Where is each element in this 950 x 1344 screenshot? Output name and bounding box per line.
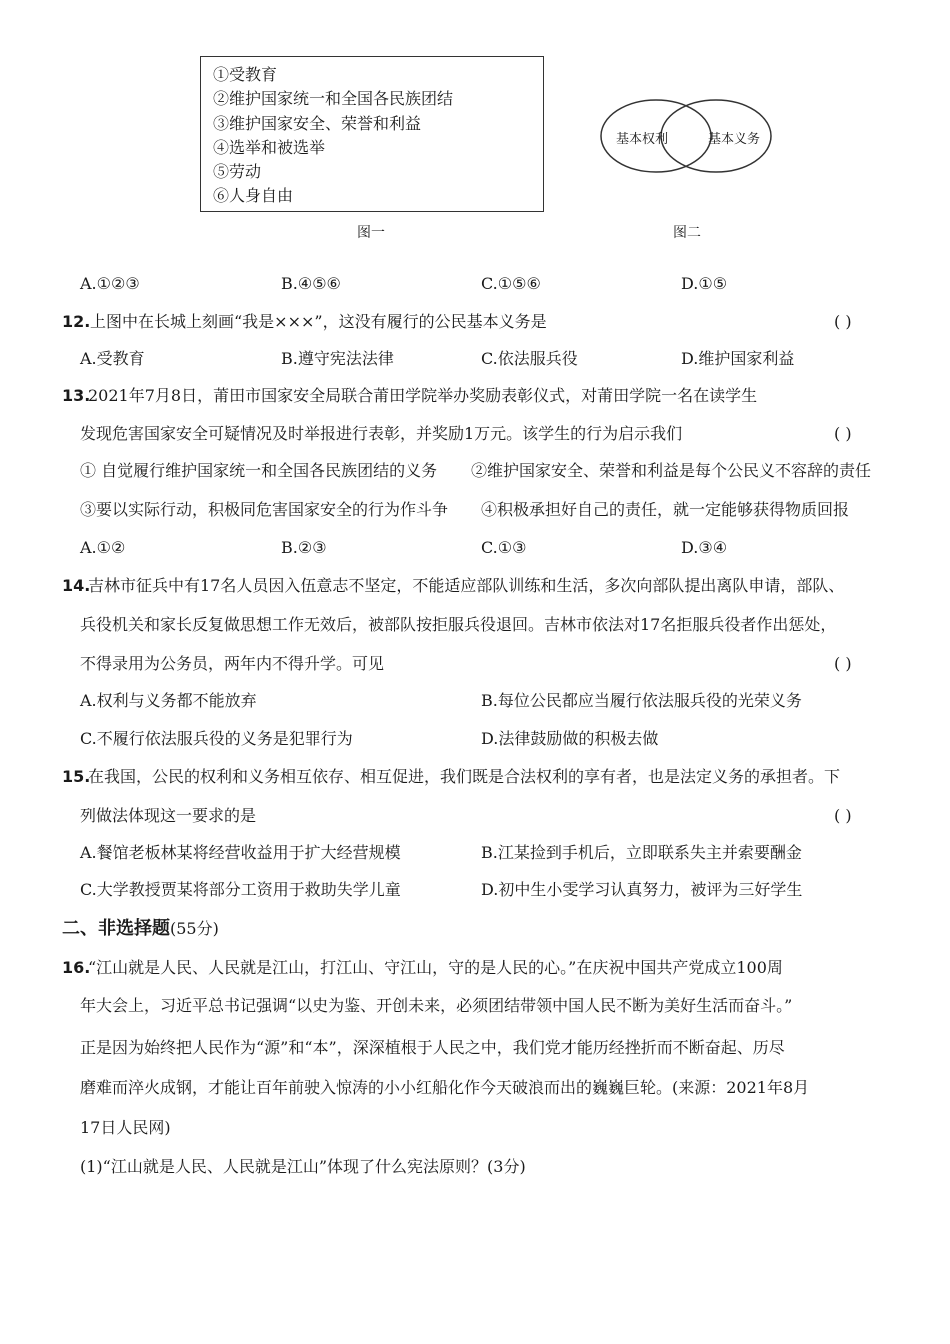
q13-statement-1: ① 自觉履行维护国家统一和全国各民族团结的义务 (80, 461, 438, 480)
section2-heading (62, 914, 219, 940)
q14-number: 14. (62, 576, 91, 595)
q13-option-d: D.③④ (681, 538, 728, 557)
q14-option-a: A.权利与义务都不能放弃 (80, 691, 257, 710)
q12-option-d: D.维护国家利益 (681, 349, 795, 368)
q13-option-b: B.②③ (281, 538, 327, 557)
figure1-box (200, 56, 544, 212)
q16-passage-line3: 正是因为始终把人民作为“源”和“本”，深深植根于人民之中，我们党才能历经挫折而不断奋起、历尽 (80, 1038, 785, 1057)
q13-answer-paren: ( ) (834, 424, 852, 443)
q14-stem-line1: 吉林市征兵中有17名人员因入伍意志不坚定，不能适应部队训练和生活，多次向部队提出离队申请，部队、 (88, 576, 845, 595)
figure1-caption: 图一 (357, 225, 385, 241)
figure1-item-1: ①受教育 (213, 65, 278, 84)
figure1-item-5: ⑤劳动 (213, 162, 262, 181)
q13-statement-4: ④积极承担好自己的责任，就一定能够获得物质回报 (481, 500, 850, 519)
figure1-item-6: ⑥人身自由 (213, 186, 294, 205)
figure2-caption: 图二 (673, 225, 701, 241)
q16-passage-line1: “江山就是人民、人民就是江山，打江山、守江山，守的是人民的心。”在庆祝中国共产党成立100周 (88, 958, 783, 977)
q11-option-b: B.④⑤⑥ (281, 274, 341, 293)
section2-score: (55分) (170, 919, 219, 938)
section2-title: 二、非选择题 (62, 918, 170, 939)
q16-passage-line4: 磨难而淬火成钢，才能让百年前驶入惊涛的小小红船化作今天破浪而出的巍巍巨轮。(来源：2021年8月 (80, 1078, 810, 1097)
q11-option-a: A.①②③ (80, 274, 140, 293)
q12-number: 12. (62, 312, 91, 331)
q13-statement-2: ②维护国家安全、荣誉和利益是每个公民义不容辞的责任 (471, 461, 872, 480)
q14-option-c: C.不履行依法服兵役的义务是犯罪行为 (80, 729, 353, 748)
q14-option-b: B.每位公民都应当履行依法服兵役的光荣义务 (481, 691, 802, 710)
q13-option-a: A.①② (80, 538, 126, 557)
q11-option-c: C.①⑤⑥ (481, 274, 541, 293)
q14-answer-paren: ( ) (834, 654, 852, 673)
venn-left-label: 基本权利 (616, 132, 669, 147)
q16-number: 16. (62, 958, 91, 977)
q15-stem-line2: 列做法体现这一要求的是 (80, 806, 257, 825)
q16-passage-line2: 年大会上，习近平总书记强调“以史为鉴、开创未来，必须团结带领中国人民不断为美好生活而奋斗。” (80, 996, 793, 1015)
q14-option-d: D.法律鼓励做的积极去做 (481, 729, 659, 748)
q12-stem: 上图中在长城上刻画“我是×××”，这没有履行的公民基本义务是 (90, 312, 547, 331)
q13-stem-line2: 发现危害国家安全可疑情况及时举报进行表彰，并奖励1万元。该学生的行为启示我们 (80, 424, 683, 443)
figure1-item-4: ④选举和被选举 (213, 138, 326, 157)
q15-answer-paren: ( ) (834, 806, 852, 825)
figure1-item-2: ②维护国家统一和全国各民族团结 (213, 89, 454, 108)
q13-number: 13. (62, 386, 91, 405)
q14-stem-line2: 兵役机关和家长反复做思想工作无效后，被部队按拒服兵役退回。吉林市依法对17名拒服兵役者作出惩处， (80, 615, 837, 634)
q12-option-b: B.遵守宪法法律 (281, 349, 394, 368)
q13-stem-line1: 2021年7月8日，莆田市国家安全局联合莆田学院举办奖励表彰仪式，对莆田学院一名在读学生 (88, 386, 758, 405)
q14-stem-line3: 不得录用为公务员，两年内不得升学。可见 (80, 654, 385, 673)
q15-number: 15. (62, 767, 91, 786)
q13-statement-3: ③要以实际行动，积极同危害国家安全的行为作斗争 (80, 500, 449, 519)
q15-stem-line1: 在我国，公民的权利和义务相互依存、相互促进，我们既是合法权利的享有者，也是法定义务的承担者。下 (88, 767, 841, 786)
q15-option-c: C.大学教授贾某将部分工资用于救助失学儿童 (80, 880, 401, 899)
q12-option-a: A.受教育 (80, 349, 145, 368)
q15-option-a: A.餐馆老板林某将经营收益用于扩大经营规模 (80, 843, 401, 862)
q15-option-b: B.江某捡到手机后，立即联系失主并索要酬金 (481, 843, 802, 862)
q13-option-c: C.①③ (481, 538, 527, 557)
q12-answer-paren: ( ) (834, 312, 852, 331)
q12-option-c: C.依法服兵役 (481, 349, 578, 368)
q15-option-d: D.初中生小雯学习认真努力，被评为三好学生 (481, 880, 803, 899)
q11-option-d: D.①⑤ (681, 274, 728, 293)
q16-subquestion-1: (1)“江山就是人民、人民就是江山”体现了什么宪法原则？(3分) (80, 1157, 526, 1176)
figure1-item-3: ③维护国家安全、荣誉和利益 (213, 114, 422, 133)
venn-right-label: 基本义务 (708, 132, 761, 147)
q16-passage-line5: 17日人民网) (80, 1118, 171, 1137)
